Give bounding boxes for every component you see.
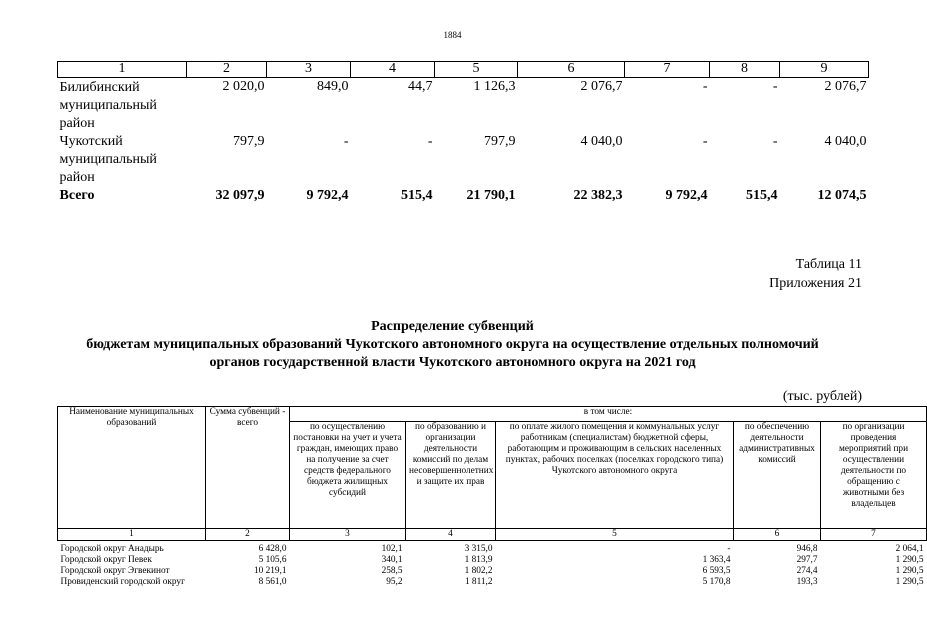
cell: 1 813,9 — [464, 555, 493, 565]
cell: 32 097,9 — [215, 188, 265, 203]
cell: 193,3 — [796, 577, 818, 587]
cell: 797,9 — [233, 134, 265, 149]
column-number: 7 — [821, 529, 927, 541]
column-number: 6 — [518, 62, 625, 78]
cell: 22 382,3 — [573, 188, 623, 203]
cell: 797,9 — [484, 134, 516, 149]
cell: 1 802,2 — [464, 566, 493, 576]
cell: 3 315,0 — [464, 544, 493, 554]
document-title-line: органов государственной власти Чукотского автономного округа на 2021 год — [209, 355, 696, 370]
header-name: Наименование муниципальных образований — [58, 407, 206, 529]
cell: 2 076,7 — [580, 79, 623, 94]
appendix-label: Приложения 21 — [769, 276, 862, 291]
cell: 849,0 — [317, 79, 349, 94]
document-title-line: бюджетам муниципальных образований Чукотского автономного округа на осуществление отдельных полномочий — [86, 337, 819, 352]
table-row — [58, 78, 869, 134]
cell: - — [427, 134, 433, 149]
table-row — [58, 566, 927, 577]
page-number: 1884 — [443, 30, 462, 40]
header-subcol: по оплате жилого помещения и коммунальных услуг работникам (специалистам) бюджетной сферы, работающим и проживающим в сельских населенных пунктах, рабочих поселках (поселках городского типа) Чукотского автономного округа — [496, 422, 734, 529]
cell: 2 020,0 — [222, 79, 265, 94]
subventions-table — [57, 406, 927, 588]
column-number: 7 — [625, 62, 710, 78]
cell: - — [772, 134, 778, 149]
table-row — [58, 541, 927, 556]
cell: 1 811,2 — [464, 577, 493, 587]
column-number: 4 — [351, 62, 435, 78]
row-name: Городской округ Анадырь — [60, 544, 164, 554]
column-number: 1 — [58, 529, 206, 541]
cell: - — [772, 79, 778, 94]
cell: 6 428,0 — [258, 544, 287, 554]
column-number: 5 — [435, 62, 518, 78]
column-number: 1 — [58, 62, 187, 78]
cell: 258,5 — [381, 566, 403, 576]
column-number-row — [58, 529, 927, 541]
column-number: 5 — [496, 529, 734, 541]
cell: 1 363,4 — [702, 555, 731, 565]
header-subcol: по осуществлению постановки на учет и учета граждан, имеющих право на получение за счет средств федерального бюджета жилищных субсидий — [290, 422, 406, 529]
cell: 297,7 — [796, 555, 818, 565]
row-name: Билибинский муниципальный район — [59, 80, 157, 131]
row-name: Городской округ Эгвекинот — [60, 566, 170, 576]
column-number: 9 — [780, 62, 869, 78]
cell: 1 290,5 — [895, 577, 924, 587]
header-subcol: по организации проведения мероприятий при осуществлении деятельности по обращению с животными без владельцев — [821, 422, 927, 529]
header-sum: Сумма субвенций - всего — [206, 407, 290, 529]
column-number: 2 — [187, 62, 267, 78]
column-number: 3 — [290, 529, 406, 541]
table-row — [58, 133, 869, 187]
cell: 5 170,8 — [702, 577, 731, 587]
table-row — [58, 577, 927, 588]
units-label: (тыс. рублей) — [782, 389, 862, 404]
cell: 44,7 — [408, 79, 433, 94]
cell: 5 105,6 — [258, 555, 287, 565]
cell: 12 074,5 — [817, 188, 867, 203]
cell: 21 790,1 — [466, 188, 516, 203]
column-number-row — [58, 62, 869, 78]
column-number: 8 — [710, 62, 780, 78]
row-name: Городской округ Певек — [60, 555, 152, 565]
column-number: 2 — [206, 529, 290, 541]
cell: 2 064,1 — [895, 544, 924, 554]
table-row — [58, 555, 927, 566]
cell: 515,4 — [746, 188, 778, 203]
cell: 95,2 — [386, 577, 403, 587]
cell: 6 593,5 — [702, 566, 731, 576]
cell: 340,1 — [381, 555, 403, 565]
cell: 9 792,4 — [306, 188, 349, 203]
cell: 102,1 — [381, 544, 403, 554]
row-name: Всего — [59, 188, 95, 203]
continuation-table — [57, 61, 869, 205]
header-row — [58, 407, 927, 422]
header-including: в том числе: — [290, 407, 927, 422]
cell: 9 792,4 — [665, 188, 708, 203]
column-number: 3 — [267, 62, 351, 78]
cell: 946,8 — [796, 544, 818, 554]
column-number: 6 — [734, 529, 821, 541]
row-name: Провиденский городской округ — [60, 577, 185, 587]
document-title: Распределение субвенций — [371, 319, 534, 334]
cell: 2 076,7 — [824, 79, 867, 94]
header-subcol: по образованию и организации деятельности комиссий по делам несовершеннолетних и защите их прав — [406, 422, 496, 529]
cell: 1 290,5 — [895, 566, 924, 576]
cell: 1 126,3 — [473, 79, 516, 94]
cell: - — [343, 134, 349, 149]
cell: 274,4 — [796, 566, 818, 576]
cell: 4 040,0 — [824, 134, 867, 149]
cell: 4 040,0 — [580, 134, 623, 149]
table-label: Таблица 11 — [795, 257, 862, 272]
cell: 1 290,5 — [895, 555, 924, 565]
cell: - — [702, 134, 708, 149]
total-row — [58, 187, 869, 205]
header-subcol: по обеспечению деятельности административных комиссий — [734, 422, 821, 529]
cell: 10 219,1 — [253, 566, 287, 576]
cell: - — [727, 544, 731, 554]
cell: 515,4 — [401, 188, 433, 203]
column-number: 4 — [406, 529, 496, 541]
cell: 8 561,0 — [258, 577, 287, 587]
row-name: Чукотский муниципальный район — [59, 134, 157, 185]
cell: - — [702, 79, 708, 94]
